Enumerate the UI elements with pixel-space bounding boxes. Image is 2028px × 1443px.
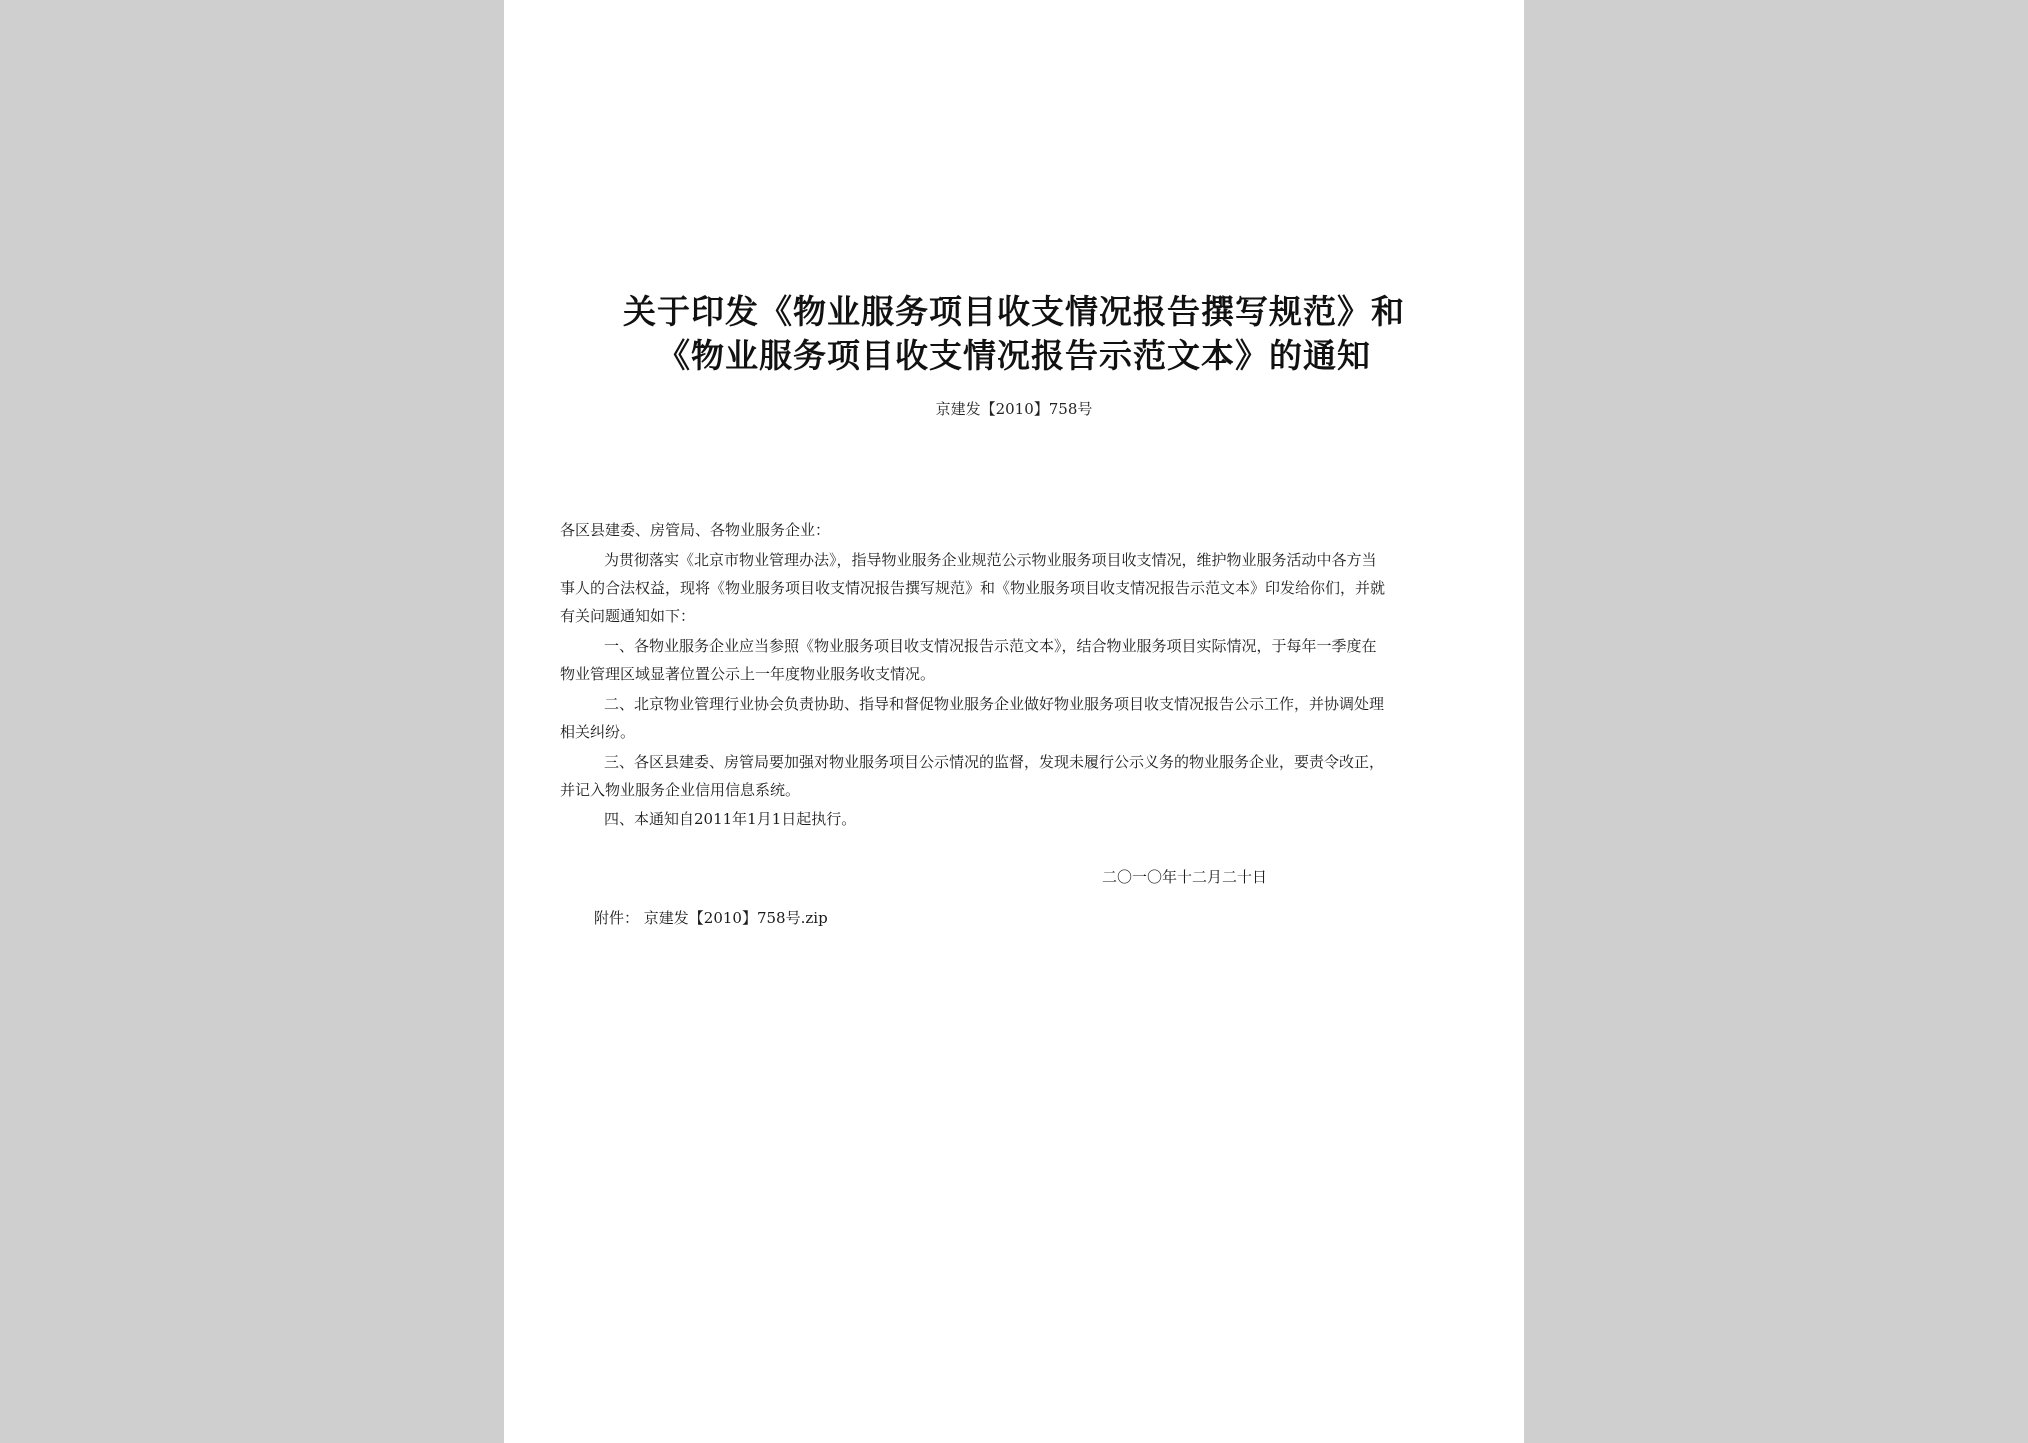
paragraph-intro-line-2: 事人的合法权益，现将《物业服务项目收支情况报告撰写规范》和《物业服务项目收支情况报告示范文本》印发给你们，并就 — [560, 579, 1386, 597]
attachment-file-link[interactable]: 京建发【2010】758号.zip — [643, 909, 828, 927]
attachment-label: 附件： — [594, 909, 640, 927]
document-page — [504, 0, 1524, 1443]
paragraph-intro-line-3: 有关问题通知如下： — [560, 607, 696, 625]
issue-date: 二〇一〇年十二月二十日 — [1102, 868, 1268, 886]
paragraph-item-2-line-1: 二、北京物业管理行业协会负责协助、指导和督促物业服务企业做好物业服务项目收支情况报告公示工作，并协调处理 — [604, 695, 1385, 713]
paragraph-item-2-line-2: 相关纠纷。 — [560, 723, 636, 741]
document-number: 京建发【2010】758号 — [935, 400, 1093, 418]
attachment — [594, 907, 828, 928]
paragraph-item-1-line-2: 物业管理区域显著位置公示上一年度物业服务收支情况。 — [560, 665, 936, 683]
salutation: 各区县建委、房管局、各物业服务企业： — [560, 521, 831, 539]
paragraph-item-1-line-1: 一、各物业服务企业应当参照《物业服务项目收支情况报告示范文本》，结合物业服务项目实际情况，于每年一季度在 — [604, 637, 1377, 655]
document-title-line-2: 《物业服务项目收支情况报告示范文本》的通知 — [657, 336, 1371, 375]
paragraph-item-3-line-2: 并记入物业服务企业信用信息系统。 — [560, 781, 801, 799]
paragraph-intro-line-1: 为贯彻落实《北京市物业管理办法》，指导物业服务企业规范公示物业服务项目收支情况，维护物业服务活动中各方当 — [604, 551, 1377, 569]
paragraph-item-4: 四、本通知自2011年1月1日起执行。 — [604, 810, 857, 828]
document-title-line-1: 关于印发《物业服务项目收支情况报告撰写规范》和 — [623, 292, 1405, 331]
paragraph-item-3-line-1: 三、各区县建委、房管局要加强对物业服务项目公示情况的监督，发现未履行公示义务的物业服务企业，要责令改正， — [604, 753, 1385, 771]
